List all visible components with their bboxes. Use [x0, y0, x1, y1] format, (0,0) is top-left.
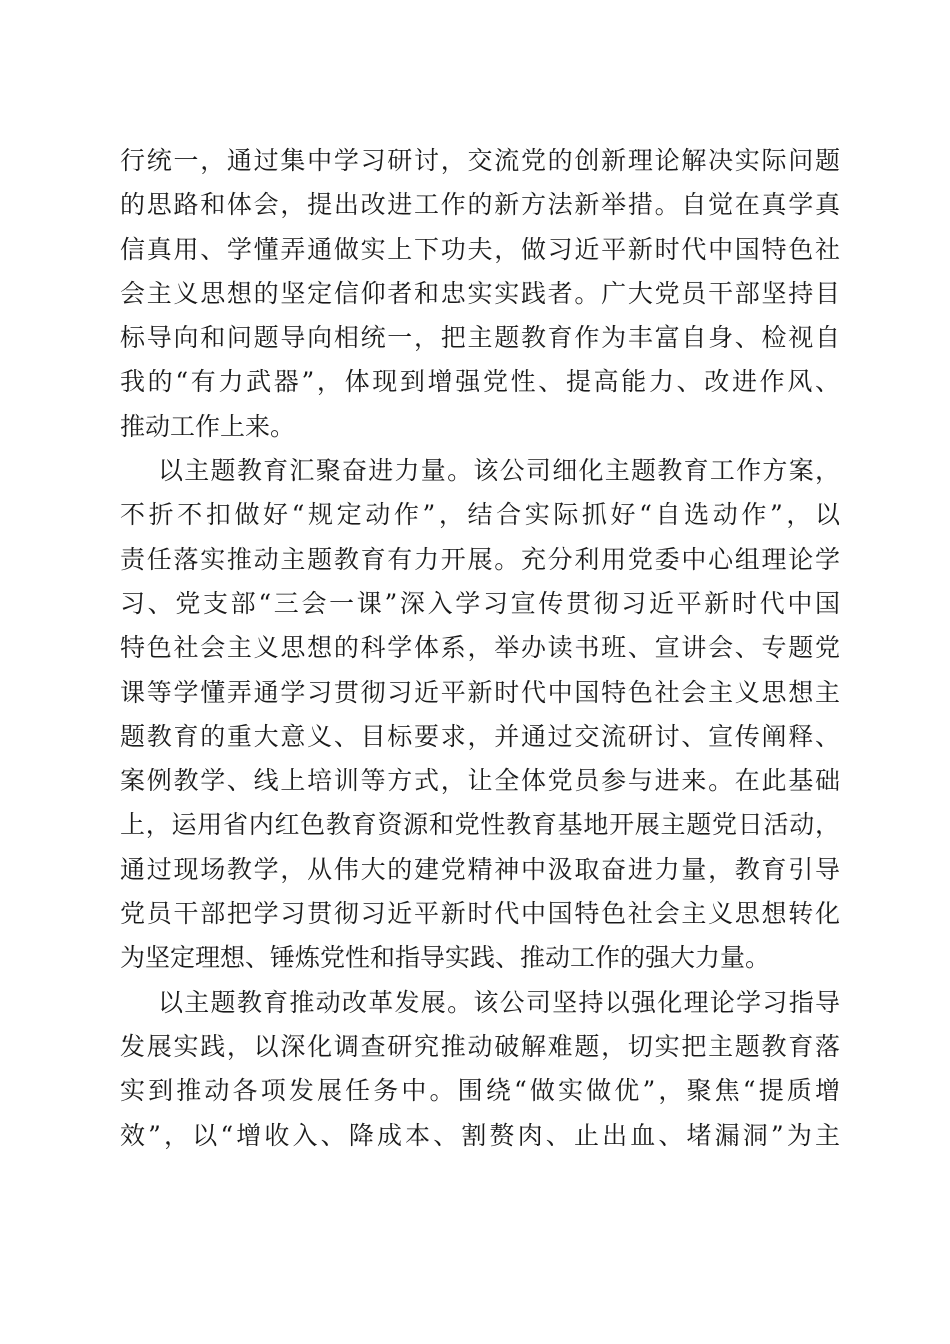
paragraph-2-line-11: 党员干部把学习贯彻习近平新时代中国特色社会主义思想转化 [120, 899, 840, 929]
paragraph-2-line-7: 题教育的重大意义、目标要求，并通过交流研讨、宣传阐释、 [120, 721, 840, 751]
paragraph-2-line-1: 以主题教育汇聚奋进力量。该公司细化主题教育工作方案， [158, 456, 840, 486]
paragraph-1-line-3: 信真用、学懂弄通做实上下功夫，做习近平新时代中国特色社 [120, 234, 840, 264]
paragraph-3-line-3: 实到推动各项发展任务中。围绕“做实做优”，聚焦“提质增 [120, 1076, 840, 1106]
paragraph-2-line-4: 习、党支部“三会一课”深入学习宣传贯彻习近平新时代中国 [120, 588, 840, 618]
paragraph-1-line-6: 我的“有力武器”，体现到增强党性、提高能力、改进作风、 [120, 367, 840, 397]
paragraph-2-line-12: 为坚定理想、锤炼党性和指导实践、推动工作的强大力量。 [120, 943, 771, 973]
paragraph-2-line-6: 课等学懂弄通学习贯彻习近平新时代中国特色社会主义思想主 [120, 677, 840, 707]
paragraph-3-line-4: 效”，以“增收入、降成本、割赘肉、止出血、堵漏洞”为主 [120, 1120, 840, 1150]
paragraph-1-line-7: 推动工作上来。 [120, 411, 296, 441]
paragraph-2-line-9: 上，运用省内红色教育资源和党性教育基地开展主题党日活动， [120, 810, 840, 840]
paragraph-3-line-1: 以主题教育推动改革发展。该公司坚持以强化理论学习指导 [158, 987, 840, 1017]
paragraph-2-line-3: 责任落实推动主题教育有力开展。充分利用党委中心组理论学 [120, 544, 840, 574]
document-body [120, 139, 840, 1158]
paragraph-1-line-4: 会主义思想的坚定信仰者和忠实实践者。广大党员干部坚持目 [120, 278, 840, 308]
paragraph-2-line-5: 特色社会主义思想的科学体系，举办读书班、宣讲会、专题党 [120, 633, 840, 663]
paragraph-2-line-2: 不折不扣做好“规定动作”，结合实际抓好“自选动作”，以 [120, 500, 840, 530]
paragraph-3-line-2: 发展实践，以深化调查研究推动破解难题，切实把主题教育落 [120, 1031, 840, 1061]
paragraph-1-line-5: 标导向和问题导向相统一，把主题教育作为丰富自身、检视自 [120, 323, 840, 353]
paragraph-1-line-1: 行统一，通过集中学习研讨，交流党的创新理论解决实际问题 [120, 146, 840, 175]
paragraph-1-line-2: 的思路和体会，提出改进工作的新方法新举措。自觉在真学真 [120, 190, 840, 220]
paragraph-2-line-8: 案例教学、线上培训等方式，让全体党员参与进来。在此基础 [120, 766, 840, 796]
paragraph-2-line-10: 通过现场教学，从伟大的建党精神中汲取奋进力量，教育引导 [120, 854, 840, 884]
